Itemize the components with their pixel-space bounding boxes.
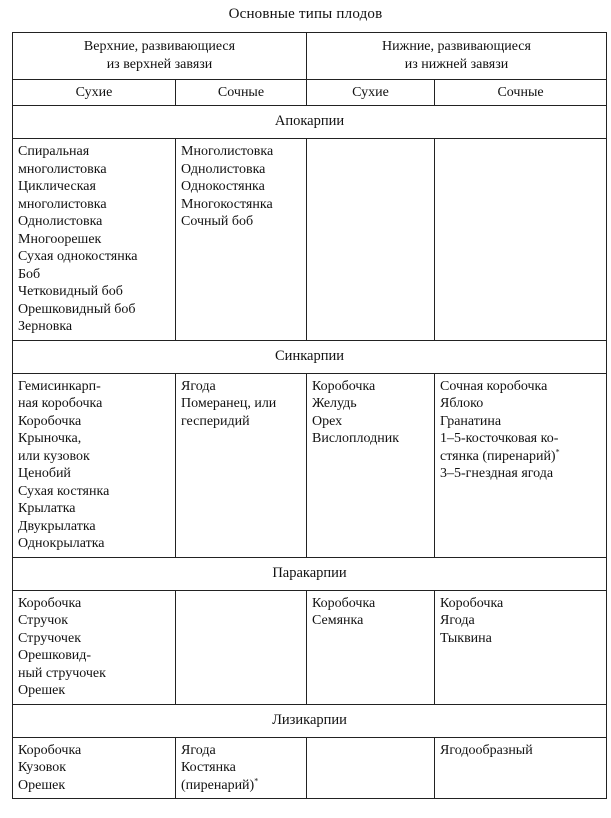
fruit-type: Крыночка,: [18, 431, 82, 446]
fruit-type: Яблоко: [440, 396, 484, 411]
lower-header-line-1: Нижние, развивающиеся: [382, 39, 531, 54]
fruit-type: Спиральная: [18, 144, 90, 159]
section-header-row: [13, 340, 607, 373]
fruit-type: Четковидный боб: [18, 284, 123, 299]
fruit-type: Многокостянка: [181, 196, 273, 212]
section-body-row: [13, 373, 607, 557]
section-title: Паракарпии: [13, 557, 607, 590]
fruit-type: Зерновка: [18, 319, 73, 334]
upper-header-line-1: Верхние, развивающиеся: [83, 39, 236, 54]
fruit-type: Сочная коробочка: [440, 378, 548, 394]
fruit-type: Крылатка: [18, 501, 76, 516]
cell-lower-fleshy: [435, 737, 607, 799]
fruit-type: Тыквина: [440, 630, 492, 646]
fruit-type: Сухая однокостянка: [18, 249, 138, 264]
section-header-row: [13, 704, 607, 737]
cell-upper-dry: [13, 590, 176, 704]
fruit-type: Ягода: [440, 613, 475, 628]
fruit-type: Боб: [18, 266, 41, 282]
fruit-type: Двукрылатка: [18, 518, 96, 534]
col-header-lower-dry: Сухие: [307, 80, 435, 106]
fruit-type: Орешковид-: [18, 648, 92, 663]
col-header-lower-fleshy: Сочные: [435, 80, 607, 106]
column-header-row: [13, 80, 607, 106]
fruit-type: Однолистовка: [18, 214, 103, 229]
cell-upper-dry: [13, 373, 176, 557]
fruit-type: многолистовка: [18, 161, 107, 177]
fruit-type: Орешек: [18, 683, 66, 698]
fruit-type: 1–5-косточковая ко-: [440, 431, 559, 446]
cell-upper-fleshy: [176, 139, 307, 341]
fruit-type: Однокрылатка: [18, 536, 105, 551]
lower-ovary-header: [307, 33, 607, 80]
fruit-type: Семянка: [312, 613, 364, 628]
fruit-type: стянка (пиренарий)*: [440, 446, 560, 464]
fruit-type: Ценобий: [18, 466, 71, 481]
fruit-type: Стручок: [18, 613, 69, 628]
fruit-type: Коробочка: [312, 595, 376, 611]
cell-lower-dry: [307, 373, 435, 557]
fruit-type: Гемисинкарп-: [18, 378, 101, 394]
fruit-type: ная коробочка: [18, 396, 103, 411]
fruit-type: Кузовок: [18, 760, 67, 775]
fruit-type: Циклическая: [18, 179, 96, 194]
upper-ovary-header: [13, 33, 307, 80]
fruit-type: Ягода: [181, 742, 216, 758]
section-title: Синкарпии: [13, 340, 607, 373]
cell-upper-fleshy: [176, 590, 307, 704]
sections-body: [13, 106, 607, 799]
col-header-upper-fleshy: Сочные: [176, 80, 307, 106]
cell-lower-fleshy: [435, 373, 607, 557]
fruit-type: ный стручочек: [18, 665, 106, 681]
fruit-type: Костянка: [181, 760, 236, 775]
cell-lower-fleshy: [435, 139, 607, 341]
fruit-type: гесперидий: [181, 413, 250, 429]
cell-upper-dry: [13, 737, 176, 799]
cell-upper-fleshy: [176, 373, 307, 557]
upper-header-line-2: из верхней завязи: [106, 57, 213, 72]
section-body-row: [13, 139, 607, 341]
fruit-type: Желудь: [312, 396, 357, 411]
cell-upper-dry: [13, 139, 176, 341]
fruit-type: Многоорешек: [18, 231, 102, 247]
group-header-row: [13, 33, 607, 80]
table-title: Основные типы плодов: [228, 6, 383, 22]
fruit-type: Орех: [312, 413, 343, 429]
cell-upper-fleshy: [176, 737, 307, 799]
fruit-type: Многолистовка: [181, 144, 274, 159]
fruit-type: Коробочка: [18, 742, 82, 758]
fruit-type: Ягодообразный: [440, 742, 533, 758]
fruit-type: или кузовок: [18, 448, 90, 464]
fruit-type: Коробочка: [18, 595, 82, 611]
fruit-type: Коробочка: [18, 413, 82, 429]
fruit-type: Коробочка: [440, 595, 504, 611]
section-body-row: [13, 737, 607, 799]
fruit-type: Коробочка: [312, 378, 376, 394]
fruit-type: Орешковидный боб: [18, 301, 136, 317]
fruit-type: Орешек: [18, 777, 66, 793]
section-title: Апокарпии: [13, 106, 607, 139]
cell-lower-dry: [307, 139, 435, 341]
lower-header-line-2: из нижней завязи: [404, 57, 509, 72]
fruit-types-table: [12, 32, 607, 799]
fruit-type: Сухая костянка: [18, 483, 110, 499]
fruit-type: Вислоплодник: [312, 431, 400, 446]
cell-lower-dry: [307, 590, 435, 704]
fruit-type: Гранатина: [440, 413, 502, 429]
section-body-row: [13, 590, 607, 704]
fruit-type: Померанец, или: [181, 396, 277, 411]
fruit-type: Ягода: [181, 378, 216, 394]
fruit-type: Стручочек: [18, 630, 81, 646]
cell-lower-fleshy: [435, 590, 607, 704]
section-title: Лизикарпии: [13, 704, 607, 737]
fruit-type: 3–5-гнездная ягода: [440, 466, 554, 481]
footnote-mark: *: [555, 446, 560, 456]
fruit-type: Однолистовка: [181, 161, 266, 177]
fruit-type: Сочный боб: [181, 214, 254, 229]
footnote-mark: *: [254, 775, 259, 785]
section-header-row: [13, 106, 607, 139]
cell-lower-dry: [307, 737, 435, 799]
fruit-type: многолистовка: [18, 196, 107, 212]
section-header-row: [13, 557, 607, 590]
col-header-upper-dry: Сухие: [13, 80, 176, 106]
fruit-type: (пиренарий)*: [181, 775, 259, 793]
fruit-type: Однокостянка: [181, 179, 265, 194]
